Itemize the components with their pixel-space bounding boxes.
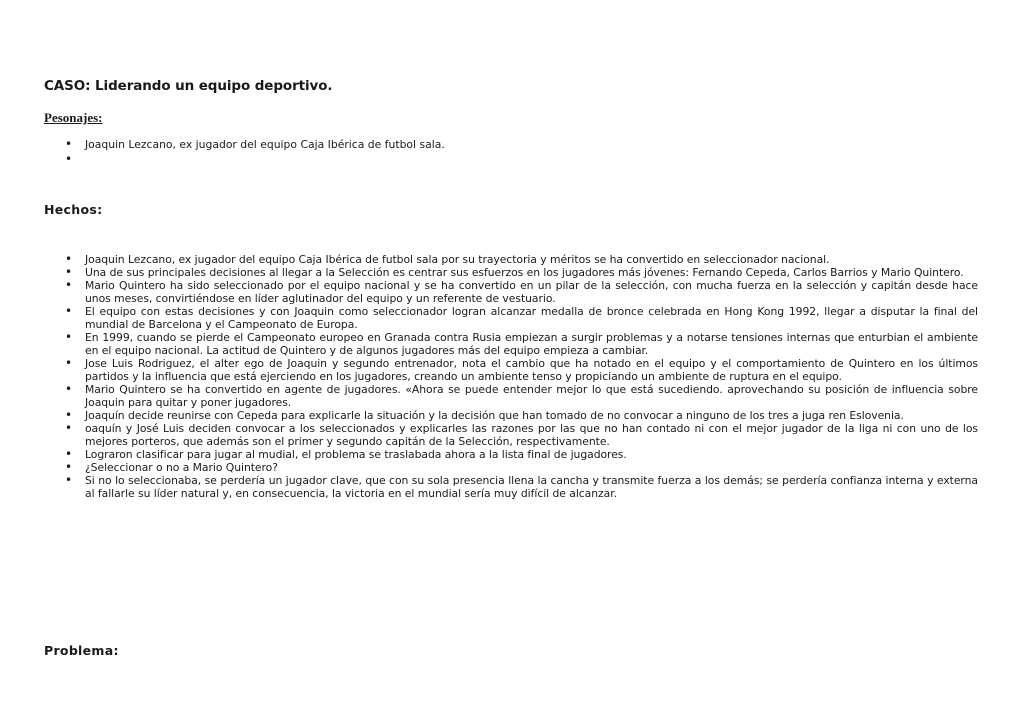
personajes-heading: Pesonajes:	[44, 110, 103, 125]
list-item: • Si no lo seleccionaba, se perdería un jugador clave, que con su sola presencia llena la cancha y transmite fuerza a los demás; se perdería confianza interna y externa al fallarle su líder natural y, en consecuencia, la victoria en el mundial sería muy difícil de alcanzar.	[62, 474, 978, 500]
list-item: • Jose Luis Rodriguez, el alter ego de Joaquin y segundo entrenador, nota el cambio que ha notado en el equipo y el comportamiento de Quintero en los últimos partidos y la influencia que está ejerciendo en los jugadores, creando un ambiente tenso y propiciando un ambiente de ruptura en el equipo.	[62, 357, 978, 383]
list-item: • El equipo con estas decisiones y con Joaquin como seleccionador logran alcanzar medalla de bronce celebrada en Hong Kong 1992, llegar a disputar la final del mundial de Barcelona y el Campeonato de Europa.	[62, 305, 978, 331]
list-item	[62, 153, 482, 166]
document-title: CASO: Liderando un equipo deportivo.	[44, 78, 333, 94]
list-item: • Joaquín decide reunirse con Cepeda para explicarle la situación y la decisión que han tomado de no convocar a ninguno de los tres a juga ren Eslovenia.	[62, 409, 978, 422]
list-item: • ¿Seleccionar o no a Mario Quintero?	[62, 461, 978, 474]
list-item: • Joaquin Lezcano, ex jugador del equipo Caja Ibérica de futbol sala por su trayectoria y méritos se ha convertido en seleccionador nacional.	[62, 253, 978, 266]
problema-heading: Problema:	[44, 643, 119, 658]
personajes-list	[62, 138, 482, 168]
list-item: • En 1999, cuando se pierde el Campeonato europeo en Granada contra Rusia empiezan a surgir problemas y a notarse tensiones internas que enturbian el ambiente en el equipo nacional. La actitud de Quintero y de algunos jugadores más del equipo empieza a cambiar.	[62, 331, 978, 357]
list-item: • Una de sus principales decisiones al llegar a la Selección es centrar sus esfuerzos en los jugadores más jóvenes: Fernando Cepeda, Carlos Barrios y Mario Quintero.	[62, 266, 978, 279]
list-item: • Mario Quintero se ha convertido en agente de jugadores. «Ahora se puede entender mejor lo que está sucediendo. aprovechando su posición de influencia sobre Joaquin para quitar y poner jugadores.	[62, 383, 978, 409]
list-item: • Mario Quintero ha sido seleccionado por el equipo nacional y se ha convertido en un pilar de la selección, con mucha fuerza en la selección y capitán desde hace unos meses, convirtiéndose en líder aglutinador del equipo y un referente de vestuario.	[62, 279, 978, 305]
hechos-list	[62, 253, 978, 500]
list-item: • Joaquin Lezcano, ex jugador del equipo Caja Ibérica de futbol sala.	[62, 138, 482, 151]
hechos-heading: Hechos:	[44, 202, 103, 217]
list-item: • oaquín y José Luis deciden convocar a los seleccionados y explicarles las razones por las que no han contado ni con el mejor jugador de la liga ni con uno de los mejores porteros, que además son el primer y segundo capitán de la Selección, respectivamente.	[62, 422, 978, 448]
list-item: • Lograron clasificar para jugar al mudial, el problema se traslabada ahora a la lista final de jugadores.	[62, 448, 978, 461]
